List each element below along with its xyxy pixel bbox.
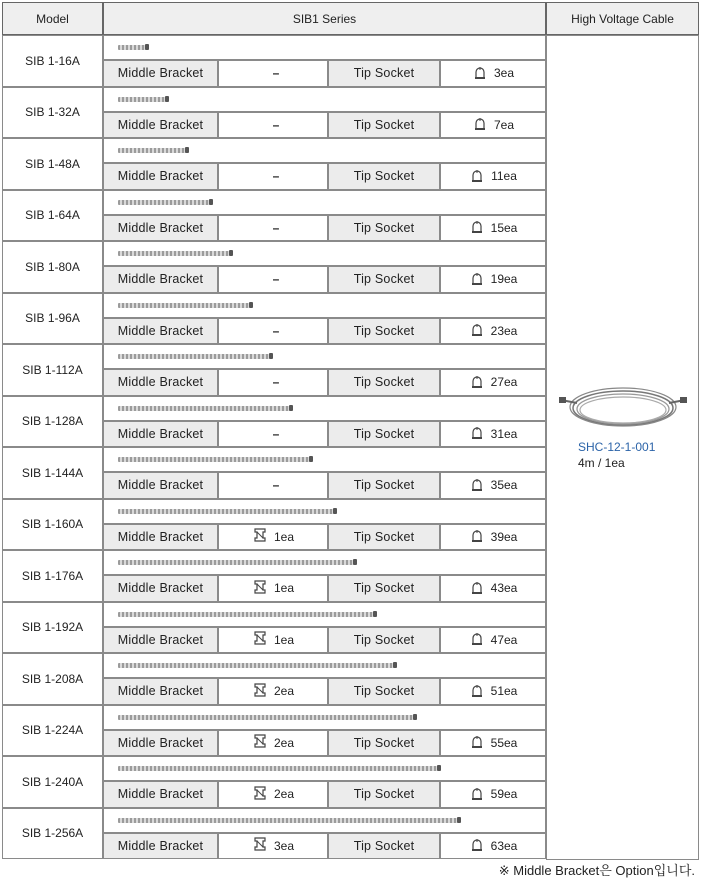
cable-part-number: SHC-12-1-001 [578,440,656,454]
tip-socket-value: 59ea [440,781,546,808]
tip-socket-value: 15ea [440,215,546,242]
model-cell [2,653,103,705]
socket-icon [469,682,485,701]
middle-bracket-label: Middle Bracket [103,627,218,654]
model-cell [2,35,103,87]
bracket-icon [252,785,268,804]
middle-bracket-label: Middle Bracket [103,112,218,139]
tip-socket-label: Tip Socket [328,421,440,448]
strip-image [118,148,186,153]
socket-icon [469,733,485,752]
socket-icon [472,64,488,83]
tip-socket-value: 43ea [440,575,546,602]
socket-icon [469,218,485,237]
tip-socket-label: Tip Socket [328,60,440,87]
model-name: SIB 1-48A [25,156,80,171]
spec-table [2,2,699,860]
model-cell [2,396,103,448]
bracket-icon [252,682,268,701]
model-cell [2,293,103,345]
strip-image [118,251,230,256]
tip-socket-value: 3ea [440,60,546,87]
strip-image [118,715,414,720]
bracket-icon [252,630,268,649]
strip-image [118,612,374,617]
tip-socket-label: Tip Socket [328,112,440,139]
model-cell [2,447,103,499]
strip-image [118,560,354,565]
tip-socket-label: Tip Socket [328,163,440,190]
middle-bracket-label: Middle Bracket [103,524,218,551]
middle-bracket-value: 2ea [218,781,328,808]
model-cell [2,241,103,293]
socket-icon [472,115,488,134]
model-cell [2,499,103,551]
middle-bracket-value: – [218,318,328,345]
model-name: SIB 1-256A [21,826,84,841]
model-cell [2,602,103,654]
strip-cell [103,190,546,215]
middle-bracket-label: Middle Bracket [103,318,218,345]
strip-image [118,406,290,411]
middle-bracket-label: Middle Bracket [103,575,218,602]
tip-socket-label: Tip Socket [328,575,440,602]
middle-bracket-value: – [218,472,328,499]
strip-cell [103,499,546,524]
footnote: ※ Middle Bracket은 Option입니다. [498,863,695,878]
tip-socket-value: 19ea [440,266,546,293]
strip-cell [103,344,546,369]
model-cell [2,808,103,860]
model-name: SIB 1-64A [25,208,80,223]
bracket-icon [252,579,268,598]
middle-bracket-label: Middle Bracket [103,60,218,87]
tip-socket-value: 31ea [440,421,546,448]
socket-icon [469,527,485,546]
middle-bracket-label: Middle Bracket [103,730,218,757]
middle-bracket-value: 1ea [218,627,328,654]
middle-bracket-label: Middle Bracket [103,472,218,499]
tip-socket-value: 51ea [440,678,546,705]
model-cell [2,344,103,396]
middle-bracket-value: – [218,421,328,448]
model-cell [2,87,103,139]
tip-socket-value: 23ea [440,318,546,345]
middle-bracket-label: Middle Bracket [103,833,218,860]
model-name: SIB 1-208A [21,671,84,686]
strip-image [118,457,310,462]
middle-bracket-label: Middle Bracket [103,215,218,242]
middle-bracket-value: 1ea [218,575,328,602]
strip-cell [103,87,546,112]
strip-cell [103,653,546,678]
model-name: SIB 1-192A [21,620,84,635]
middle-bracket-label: Middle Bracket [103,421,218,448]
model-name: SIB 1-80A [25,259,80,274]
socket-icon [469,836,485,855]
middle-bracket-value: 1ea [218,524,328,551]
cable-coil-icon [559,376,687,438]
strip-cell [103,808,546,833]
tip-socket-label: Tip Socket [328,266,440,293]
strip-cell [103,550,546,575]
tip-socket-value: 39ea [440,524,546,551]
socket-icon [469,476,485,495]
tip-socket-label: Tip Socket [328,627,440,654]
tip-socket-value: 11ea [440,163,546,190]
model-cell [2,756,103,808]
middle-bracket-value: – [218,266,328,293]
model-name: SIB 1-144A [21,465,84,480]
middle-bracket-value: – [218,369,328,396]
socket-icon [469,321,485,340]
middle-bracket-label: Middle Bracket [103,369,218,396]
middle-bracket-label: Middle Bracket [103,266,218,293]
middle-bracket-value: – [218,112,328,139]
model-name: SIB 1-96A [25,311,80,326]
tip-socket-value: 7ea [440,112,546,139]
strip-cell [103,447,546,472]
bracket-icon [252,527,268,546]
middle-bracket-label: Middle Bracket [103,678,218,705]
middle-bracket-label: Middle Bracket [103,781,218,808]
model-name: SIB 1-176A [21,568,84,583]
strip-cell [103,241,546,266]
tip-socket-label: Tip Socket [328,215,440,242]
middle-bracket-value: – [218,215,328,242]
tip-socket-value: 47ea [440,627,546,654]
socket-icon [469,579,485,598]
strip-image [118,303,250,308]
header-cable: High Voltage Cable [546,2,699,35]
middle-bracket-label: Middle Bracket [103,163,218,190]
tip-socket-label: Tip Socket [328,678,440,705]
socket-icon [469,167,485,186]
strip-image [118,97,166,102]
tip-socket-value: 63ea [440,833,546,860]
model-cell [2,138,103,190]
socket-icon [469,270,485,289]
socket-icon [469,373,485,392]
middle-bracket-value: 3ea [218,833,328,860]
bracket-icon [252,733,268,752]
strip-image [118,663,394,668]
strip-cell [103,602,546,627]
model-name: SIB 1-128A [21,414,84,429]
strip-cell [103,705,546,730]
model-name: SIB 1-224A [21,723,84,738]
tip-socket-label: Tip Socket [328,318,440,345]
cable-length: 4m / 1ea [578,456,625,470]
tip-socket-value: 27ea [440,369,546,396]
model-name: SIB 1-112A [22,362,83,377]
bracket-icon [252,836,268,855]
tip-socket-label: Tip Socket [328,472,440,499]
middle-bracket-value: 2ea [218,730,328,757]
socket-icon [469,630,485,649]
strip-cell [103,756,546,781]
socket-icon [469,785,485,804]
tip-socket-value: 35ea [440,472,546,499]
strip-cell [103,293,546,318]
tip-socket-label: Tip Socket [328,781,440,808]
model-name: SIB 1-32A [25,105,80,120]
strip-image [118,509,334,514]
strip-image [118,354,270,359]
model-name: SIB 1-160A [21,517,84,532]
tip-socket-label: Tip Socket [328,369,440,396]
tip-socket-label: Tip Socket [328,730,440,757]
strip-image [118,45,146,50]
model-name: SIB 1-16A [25,53,80,68]
middle-bracket-value: – [218,163,328,190]
model-cell [2,190,103,242]
tip-socket-label: Tip Socket [328,833,440,860]
strip-image [118,200,210,205]
strip-cell [103,35,546,60]
model-cell [2,550,103,602]
tip-socket-label: Tip Socket [328,524,440,551]
strip-image [118,766,438,771]
strip-cell [103,138,546,163]
model-cell [2,705,103,757]
strip-cell [103,396,546,421]
middle-bracket-value: – [218,60,328,87]
tip-socket-value: 55ea [440,730,546,757]
header-model: Model [2,2,103,35]
header-series: SIB1 Series [103,2,546,35]
strip-image [118,818,458,823]
middle-bracket-value: 2ea [218,678,328,705]
socket-icon [469,424,485,443]
cable-column [546,35,699,860]
model-name: SIB 1-240A [21,774,84,789]
